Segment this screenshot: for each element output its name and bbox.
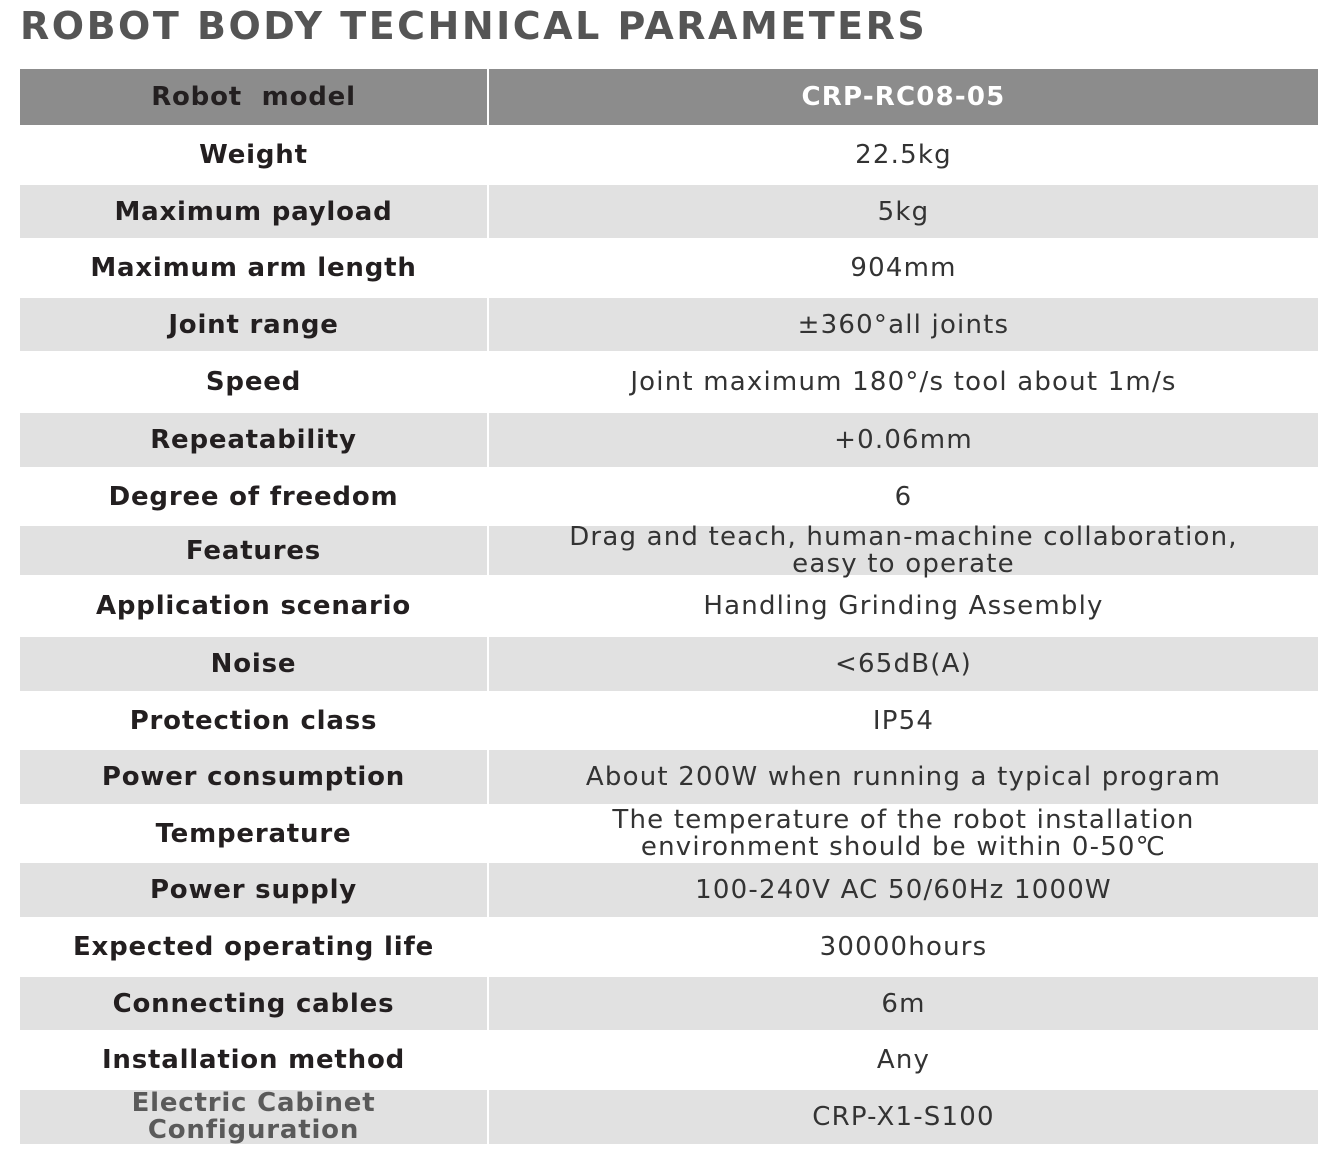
row-label: Power supply xyxy=(20,863,487,917)
table-row xyxy=(20,467,1318,526)
row-value: 30000hours xyxy=(819,932,988,962)
table-row xyxy=(20,1090,1318,1144)
table-row xyxy=(20,521,1318,579)
row-value: 6m xyxy=(489,977,1318,1030)
row-label: Degree of freedom xyxy=(108,481,399,512)
row-value: About 200W when running a typical program xyxy=(489,750,1318,804)
table-row xyxy=(20,977,1318,1030)
page-title: ROBOT BODY TECHNICAL PARAMETERS xyxy=(20,4,928,48)
row-value: <65dB(A) xyxy=(489,637,1318,691)
row-label: Application scenario xyxy=(95,591,412,621)
table-row xyxy=(20,691,1318,750)
table-row xyxy=(20,413,1318,467)
row-label: Connecting cables xyxy=(20,977,487,1030)
table-row xyxy=(20,125,1318,185)
row-label-line: Electric Cabinet xyxy=(131,1088,376,1118)
table-row xyxy=(20,185,1318,238)
row-value: 6 xyxy=(894,481,913,512)
row-label: Installation method xyxy=(101,1045,406,1075)
table-row xyxy=(20,917,1318,977)
row-label: Protection class xyxy=(129,705,378,736)
row-value-line: easy to operate xyxy=(792,548,1015,579)
row-value xyxy=(489,521,1318,579)
spec-table xyxy=(20,69,1318,1144)
row-label: Temperature xyxy=(155,818,352,849)
row-label: Speed xyxy=(205,367,302,397)
table-row xyxy=(20,863,1318,917)
row-value-line: The temperature of the robot installation xyxy=(612,804,1195,835)
table-row xyxy=(20,1030,1318,1090)
header-label-cell: Robot model xyxy=(20,69,487,125)
row-label-line: Configuration xyxy=(147,1115,360,1145)
row-label: Repeatability xyxy=(20,413,487,467)
row-value-line: Drag and teach, human-machine collaboration, xyxy=(569,521,1238,552)
row-value: Handling Grinding Assembly xyxy=(703,591,1104,621)
row-label: Features xyxy=(20,526,487,575)
row-value: +0.06mm xyxy=(489,413,1318,467)
row-label: Maximum arm length xyxy=(90,253,417,283)
table-row xyxy=(20,637,1318,691)
row-value: CRP-X1-S100 xyxy=(489,1090,1318,1144)
row-value: IP54 xyxy=(872,705,935,736)
table-row xyxy=(20,750,1318,804)
row-value: ±360°all joints xyxy=(489,298,1318,351)
header-model-cell: CRP-RC08-05 xyxy=(489,69,1318,125)
table-row xyxy=(20,575,1318,637)
row-label: Noise xyxy=(20,637,487,691)
table-header-row xyxy=(20,69,1318,125)
row-value: 100-240V AC 50/60Hz 1000W xyxy=(489,863,1318,917)
row-value-line: environment should be within 0-50℃ xyxy=(640,831,1167,862)
row-value xyxy=(489,804,1318,863)
row-label: Expected operating life xyxy=(72,932,435,962)
row-value: Any xyxy=(876,1045,931,1075)
table-row xyxy=(20,298,1318,351)
table-row xyxy=(20,351,1318,413)
row-value: Joint maximum 180°/s tool about 1m/s xyxy=(630,367,1177,397)
row-label: Power consumption xyxy=(20,750,487,804)
row-value: 5kg xyxy=(489,185,1318,238)
row-label: Weight xyxy=(199,140,308,170)
row-value: 22.5kg xyxy=(855,140,952,170)
row-label xyxy=(20,1090,487,1144)
table-row xyxy=(20,804,1318,863)
row-value: 904mm xyxy=(850,253,957,283)
row-label: Joint range xyxy=(20,298,487,351)
row-label: Maximum payload xyxy=(20,185,487,238)
table-row xyxy=(20,238,1318,298)
